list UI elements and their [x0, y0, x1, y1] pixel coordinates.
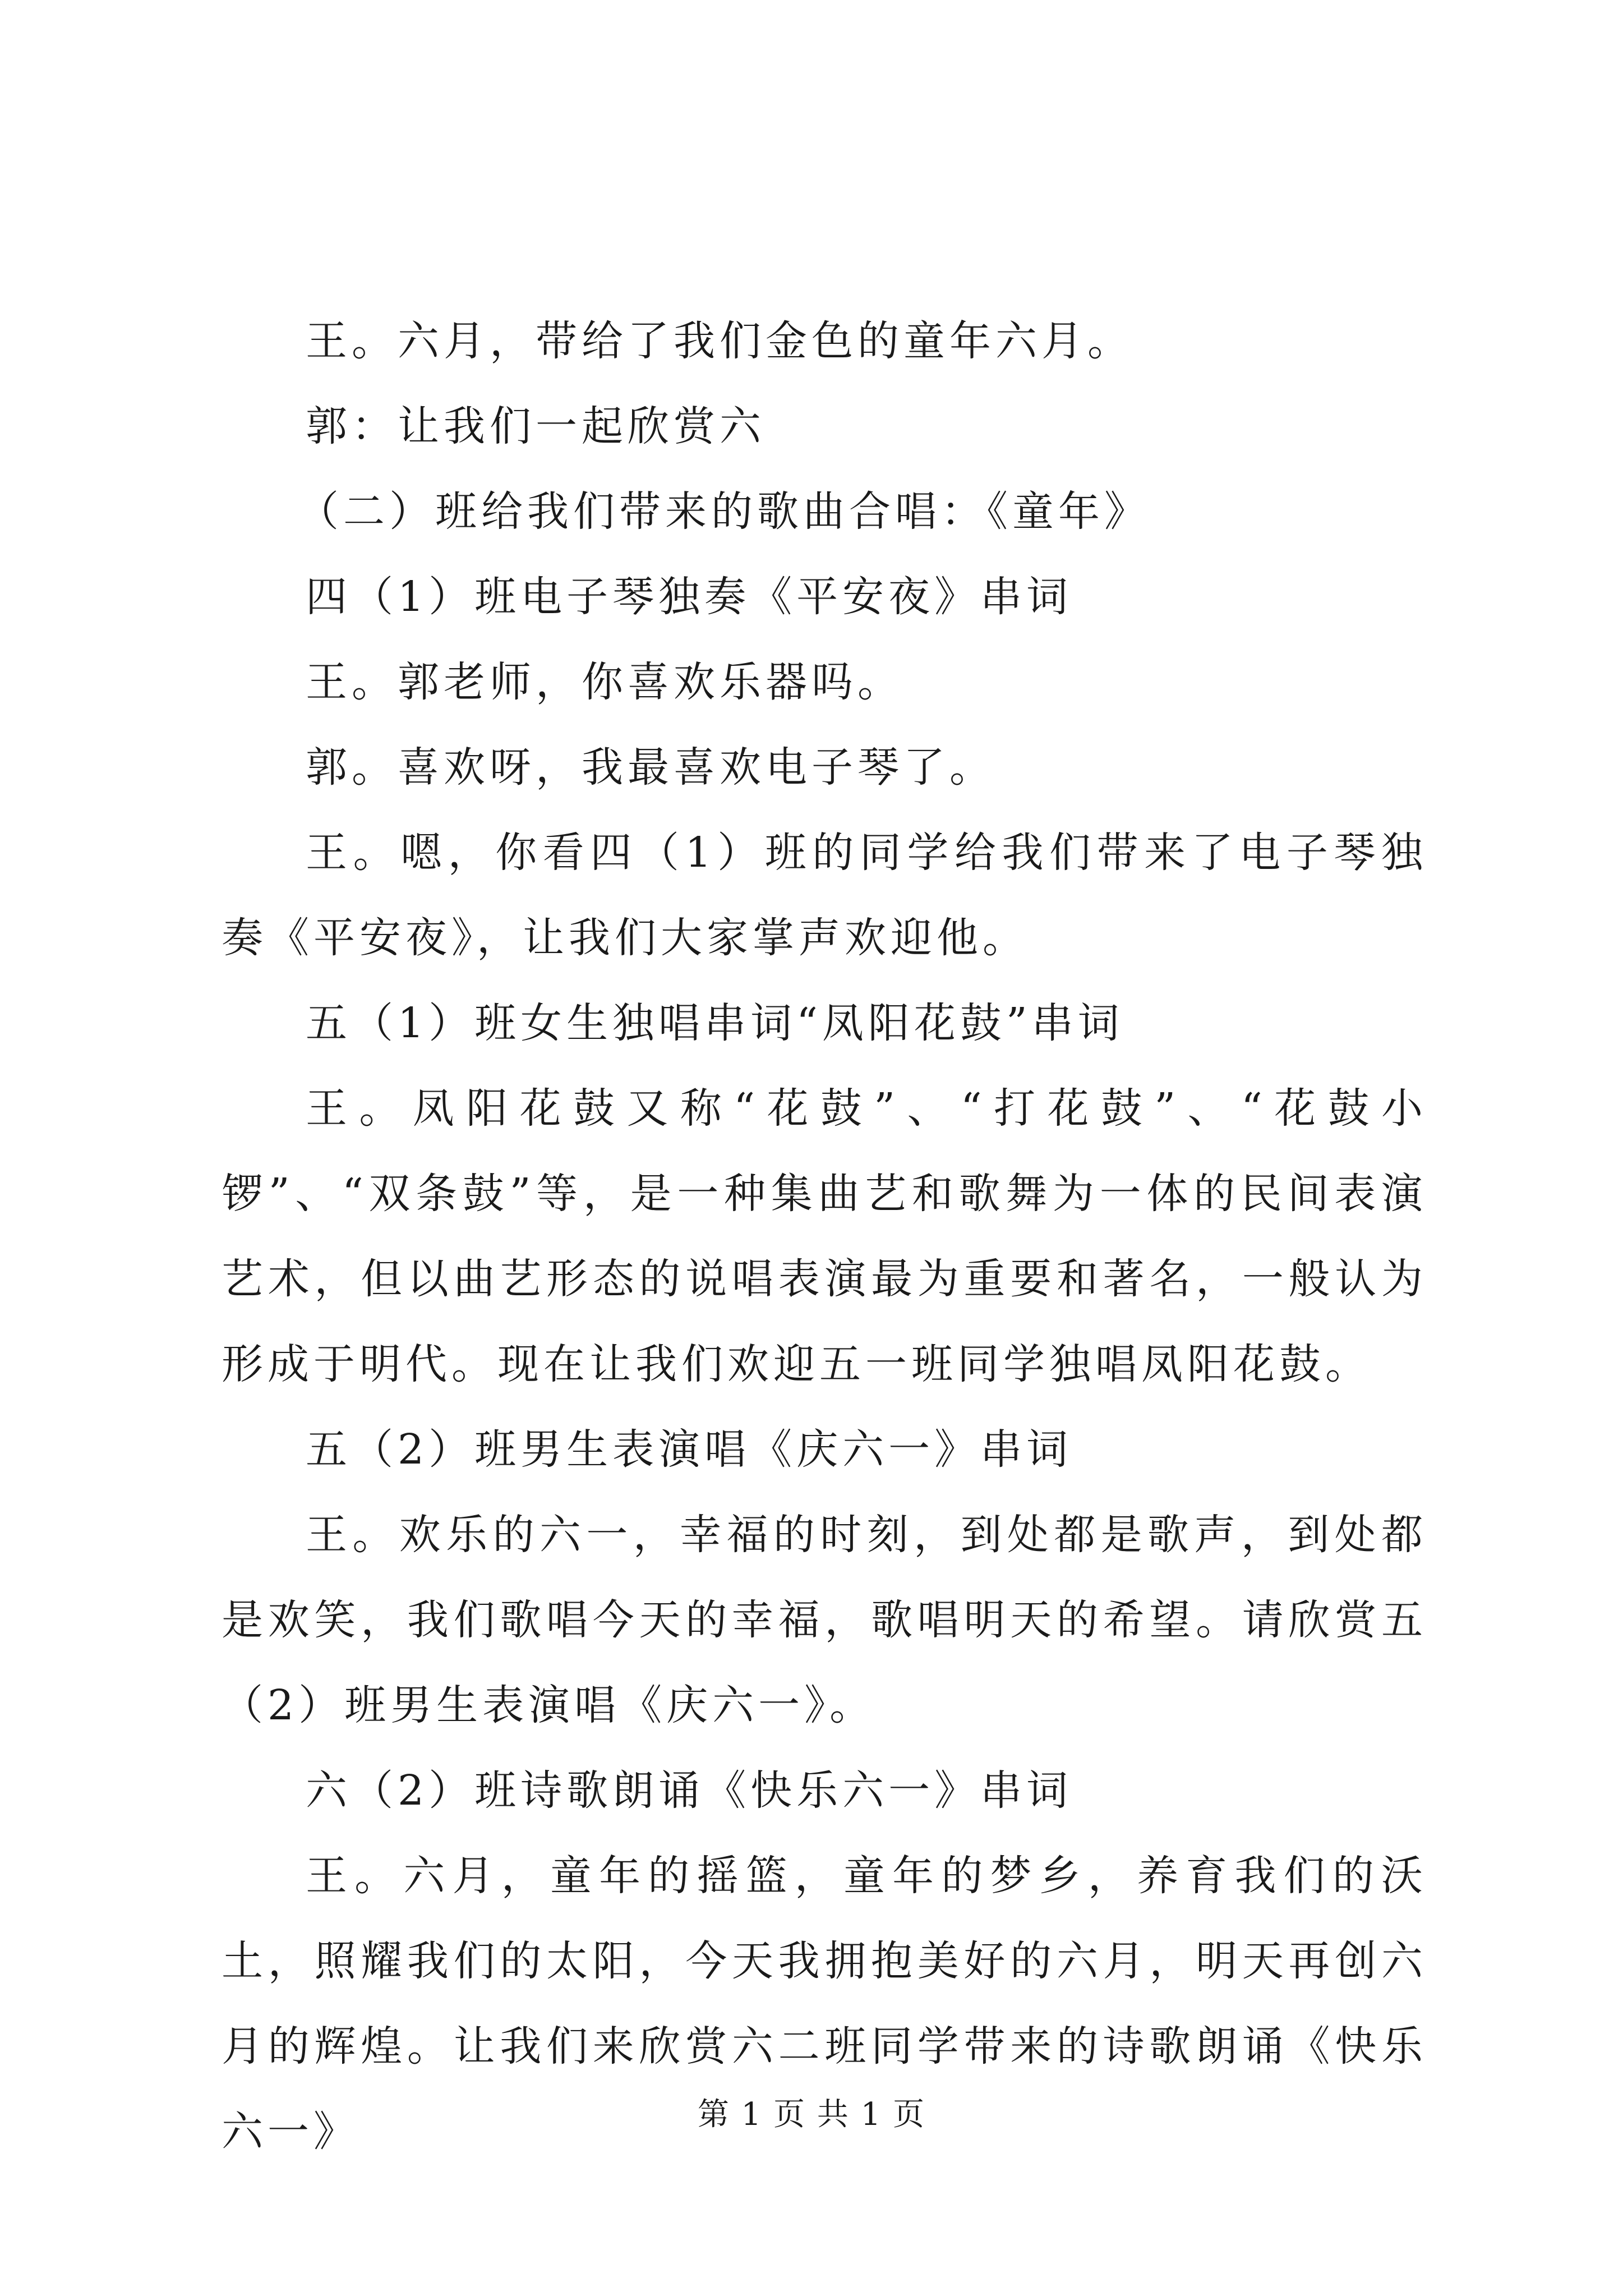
paragraph-5: 王。郭老师，你喜欢乐器吗。 — [306, 658, 903, 706]
paragraph-9: 王。凤阳花鼓又称“花鼓”、“打花鼓”、“花鼓小锣”、“双条鼓”等，是一种集曲艺和歌舞为一体的民间表演艺术，但以曲艺形态的说唱表演最为重要和著名，一般认为形成于明代。现在让我们欢迎五一班同学独唱凤阳花鼓。 — [222, 1084, 1427, 1388]
paragraph-10: 五（2）班男生表演唱《庆六一》串词 — [306, 1425, 1073, 1474]
document-body — [222, 298, 1427, 2174]
paragraph-6: 郭。喜欢呀，我最喜欢电子琴了。 — [306, 743, 995, 792]
paragraph-1: 王。六月，带给了我们金色的童年六月。 — [306, 317, 1133, 365]
paragraph-8: 五（1）班女生独唱串词“凤阳花鼓”串词 — [306, 999, 1124, 1047]
paragraph-7: 王。嗯，你看四（1）班的同学给我们带来了电子琴独奏《平安夜》，让我们大家掌声欢迎他。 — [222, 829, 1427, 962]
paragraph-2: 郭：让我们一起欣赏六 — [306, 402, 766, 450]
paragraph-11: 王。欢乐的六一，幸福的时刻，到处都是歌声，到处都是欢笑，我们歌唱今天的幸福，歌唱明天的希望。请欣赏五（2）班男生表演唱《庆六一》。 — [222, 1511, 1427, 1729]
paragraph-13: 王。六月，童年的摇篮，童年的梦乡，养育我们的沃土，照耀我们的太阳，今天我拥抱美好的六月，明天再创六月的辉煌。让我们来欣赏六二班同学带来的诗歌朗诵《快乐六一》 — [222, 1852, 1427, 2156]
paragraph-4: 四（1）班电子琴独奏《平安夜》串词 — [306, 573, 1073, 621]
paragraph-12: 六（2）班诗歌朗诵《快乐六一》串词 — [306, 1766, 1073, 1815]
page-footer: 第 1 页 共 1 页 — [697, 2096, 926, 2133]
paragraph-3: （二）班给我们带来的歌曲合唱：《童年》 — [297, 487, 1150, 536]
